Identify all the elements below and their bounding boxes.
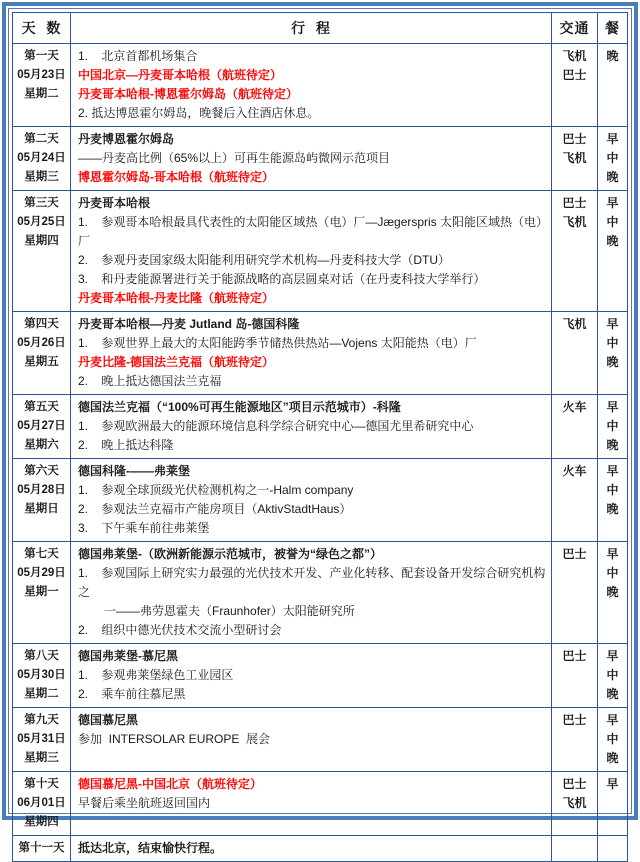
day-line: 05月30日 [15, 666, 68, 685]
itinerary-line: 2. 晚上抵达科隆 [73, 436, 549, 455]
day-line: 星期四 [15, 813, 68, 832]
transport-cell [552, 127, 598, 191]
itinerary-cell [71, 191, 552, 312]
meal-cell [598, 644, 628, 708]
transport-line: 火车 [554, 462, 595, 481]
itinerary-line: 德国慕尼黑 [73, 711, 549, 730]
itinerary-line: 丹麦哥本哈根—丹麦 Jutland 岛-德国科隆 [73, 315, 549, 334]
itinerary-cell [71, 459, 552, 542]
meal-line: 早 [600, 315, 625, 334]
table-row [13, 395, 628, 459]
day-line: 星期三 [15, 749, 68, 768]
itinerary-line: ——丹麦高比例（65%以上）可再生能源岛屿微网示范项目 [73, 149, 549, 168]
itinerary-line: 1. 参观世界上最大的太阳能跨季节储热供热站—Vojens 太阳能热（电）厂 [73, 334, 549, 353]
day-line: 05月25日 [15, 213, 68, 232]
itinerary-cell [71, 312, 552, 395]
itinerary-line: 1. 参观欧洲最大的能源环境信息科学综合研究中心—德国尤里希研究中心 [73, 417, 549, 436]
page-border-frame [2, 2, 638, 820]
day-line: 第四天 [15, 315, 68, 334]
table-row [13, 644, 628, 708]
itinerary-line: 2. 抵达博恩霍尔姆岛，晚餐后入住酒店休息。 [73, 104, 549, 123]
itinerary-line: 德国弗莱堡-慕尼黑 [73, 647, 549, 666]
itinerary-line: 德国弗莱堡-（欧洲新能源示范城市，被誉为“绿色之都”） [73, 545, 549, 564]
itinerary-line: 丹麦比隆-德国法兰克福（航班待定） [73, 353, 549, 372]
day-line: 第六天 [15, 462, 68, 481]
meal-cell [598, 395, 628, 459]
itinerary-line: 德国法兰克福（“100%可再生能源地区”项目示范城市）-科隆 [73, 398, 549, 417]
day-cell [13, 44, 71, 127]
itinerary-cell [71, 836, 552, 862]
itinerary-cell [71, 44, 552, 127]
day-line: 05月27日 [15, 417, 68, 436]
meal-line: 早 [600, 194, 625, 213]
day-cell [13, 127, 71, 191]
day-line: 星期二 [15, 85, 68, 104]
table-row [13, 127, 628, 191]
transport-cell [552, 644, 598, 708]
itinerary-line: 2. 组织中德光伏技术交流小型研讨会 [73, 621, 549, 640]
meal-line: 早 [600, 130, 625, 149]
meal-line: 中 [600, 417, 625, 436]
col-header-day: 天 数 [13, 13, 71, 44]
transport-line: 飞机 [554, 794, 595, 813]
itinerary-line: 2. 参观法兰克福市产能房项目（AktivStadtHaus） [73, 500, 549, 519]
itinerary-line: 德国慕尼黑-中国北京（航班待定） [73, 775, 549, 794]
itinerary-cell [71, 127, 552, 191]
transport-line: 巴士 [554, 66, 595, 85]
itinerary-line: 一——弗劳恩霍夫（Fraunhofer）太阳能研究所 [73, 602, 549, 621]
transport-line: 巴士 [554, 775, 595, 794]
table-row [13, 312, 628, 395]
day-cell [13, 191, 71, 312]
day-line: 第九天 [15, 711, 68, 730]
itinerary-line: 早餐后乘坐航班返回国内 [73, 794, 549, 813]
meal-line: 中 [600, 666, 625, 685]
col-header-meal: 餐 [598, 13, 628, 44]
meal-cell [598, 312, 628, 395]
meal-line: 晚 [600, 500, 625, 519]
day-cell [13, 459, 71, 542]
itinerary-line: 2. 参观丹麦国家级太阳能利用研究学术机构—丹麦科技大学（DTU） [73, 251, 549, 270]
day-line: 第八天 [15, 647, 68, 666]
meal-line: 晚 [600, 436, 625, 455]
day-line: 第五天 [15, 398, 68, 417]
table-row [13, 459, 628, 542]
meal-line: 中 [600, 481, 625, 500]
day-line: 第二天 [15, 130, 68, 149]
day-line: 06月01日 [15, 794, 68, 813]
day-cell [13, 644, 71, 708]
table-row [13, 708, 628, 772]
transport-cell [552, 772, 598, 836]
meal-line: 中 [600, 213, 625, 232]
day-cell [13, 312, 71, 395]
itinerary-cell [71, 395, 552, 459]
transport-line: 巴士 [554, 711, 595, 730]
itinerary-cell [71, 542, 552, 644]
meal-line: 晚 [600, 749, 625, 768]
itinerary-line: 1. 参观国际上研究实力最强的光伏技术开发、产业化转移、配套设备开发综合研究机构之 [73, 564, 549, 602]
transport-line: 巴士 [554, 545, 595, 564]
meal-line: 晚 [600, 685, 625, 704]
day-line: 星期五 [15, 353, 68, 372]
day-line: 第十天 [15, 775, 68, 794]
day-line: 第十一天 [15, 839, 68, 858]
meal-line: 晚 [600, 353, 625, 372]
itinerary-line: 德国科隆-——弗莱堡 [73, 462, 549, 481]
day-line: 第三天 [15, 194, 68, 213]
transport-line: 火车 [554, 398, 595, 417]
transport-cell [552, 836, 598, 862]
col-header-transport: 交通 [552, 13, 598, 44]
meal-line: 晚 [600, 583, 625, 602]
day-line: 05月31日 [15, 730, 68, 749]
itinerary-table-body [13, 44, 628, 862]
table-header-row [13, 13, 628, 44]
day-line: 第七天 [15, 545, 68, 564]
itinerary-line: 抵达北京，结束愉快行程。 [73, 839, 549, 858]
itinerary-line: 参加 INTERSOLAR EUROPE 展会 [73, 730, 549, 749]
itinerary-cell [71, 708, 552, 772]
meal-cell [598, 127, 628, 191]
transport-line: 巴士 [554, 194, 595, 213]
transport-cell [552, 191, 598, 312]
day-line: 星期一 [15, 583, 68, 602]
transport-line: 飞机 [554, 149, 595, 168]
itinerary-line: 1. 参观哥本哈根最具代表性的太阳能区域热（电）厂—Jægerspris 太阳能区域热（电）厂 [73, 213, 549, 251]
itinerary-line: 中国北京—丹麦哥本哈根（航班待定） [73, 66, 549, 85]
day-line: 05月29日 [15, 564, 68, 583]
meal-line: 早 [600, 775, 625, 794]
meal-line: 早 [600, 545, 625, 564]
itinerary-line: 3. 下午乘车前往弗莱堡 [73, 519, 549, 538]
day-cell [13, 772, 71, 836]
meal-cell [598, 542, 628, 644]
day-cell [13, 395, 71, 459]
transport-cell [552, 708, 598, 772]
day-line: 星期四 [15, 232, 68, 251]
day-cell [13, 542, 71, 644]
table-row [13, 542, 628, 644]
day-cell [13, 836, 71, 862]
transport-line: 飞机 [554, 213, 595, 232]
meal-line: 晚 [600, 47, 625, 66]
day-cell [13, 708, 71, 772]
itinerary-line: 2. 晚上抵达德国法兰克福 [73, 372, 549, 391]
itinerary-line: 1. 参观全球顶级光伏检测机构之一-Halm company [73, 481, 549, 500]
meal-cell [598, 772, 628, 836]
day-line: 05月28日 [15, 481, 68, 500]
itinerary-line: 1. 北京首都机场集合 [73, 47, 549, 66]
itinerary-line: 丹麦哥本哈根-博恩霍尔姆岛（航班待定） [73, 85, 549, 104]
itinerary-line: 3. 和丹麦能源署进行关于能源战略的高层圆桌对话（在丹麦科技大学举行） [73, 270, 549, 289]
table-row [13, 44, 628, 127]
itinerary-line: 博恩霍尔姆岛-哥本哈根（航班待定） [73, 168, 549, 187]
table-row [13, 191, 628, 312]
transport-cell [552, 44, 598, 127]
itinerary-line: 丹麦哥本哈根 [73, 194, 549, 213]
meal-cell [598, 459, 628, 542]
transport-line: 飞机 [554, 315, 595, 334]
page-border-frame-inner [8, 8, 632, 814]
col-header-itinerary: 行 程 [71, 13, 552, 44]
meal-cell [598, 836, 628, 862]
meal-line: 晚 [600, 232, 625, 251]
meal-line: 早 [600, 398, 625, 417]
day-line: 05月26日 [15, 334, 68, 353]
transport-cell [552, 459, 598, 542]
meal-line: 晚 [600, 168, 625, 187]
day-line: 第一天 [15, 47, 68, 66]
itinerary-line: 丹麦哥本哈根-丹麦比隆（航班待定） [73, 289, 549, 308]
day-line: 05月24日 [15, 149, 68, 168]
transport-line: 巴士 [554, 647, 595, 666]
transport-line: 飞机 [554, 47, 595, 66]
transport-cell [552, 542, 598, 644]
meal-line: 中 [600, 730, 625, 749]
day-line: 星期三 [15, 168, 68, 187]
transport-cell [552, 395, 598, 459]
itinerary-cell [71, 772, 552, 836]
itinerary-table [12, 12, 628, 862]
itinerary-line: 1. 参观弗莱堡绿色工业园区 [73, 666, 549, 685]
transport-line: 巴士 [554, 130, 595, 149]
day-line: 星期二 [15, 685, 68, 704]
day-line: 星期日 [15, 500, 68, 519]
day-line: 05月23日 [15, 66, 68, 85]
table-row [13, 772, 628, 836]
itinerary-cell [71, 644, 552, 708]
meal-line: 早 [600, 462, 625, 481]
meal-line: 中 [600, 334, 625, 353]
day-line: 星期六 [15, 436, 68, 455]
meal-line: 早 [600, 711, 625, 730]
meal-line: 早 [600, 647, 625, 666]
itinerary-line: 2. 乘车前往慕尼黑 [73, 685, 549, 704]
transport-cell [552, 312, 598, 395]
meal-cell [598, 708, 628, 772]
meal-line: 中 [600, 149, 625, 168]
meal-line: 中 [600, 564, 625, 583]
meal-cell [598, 44, 628, 127]
table-row [13, 836, 628, 862]
meal-cell [598, 191, 628, 312]
itinerary-line: 丹麦博恩霍尔姆岛 [73, 130, 549, 149]
